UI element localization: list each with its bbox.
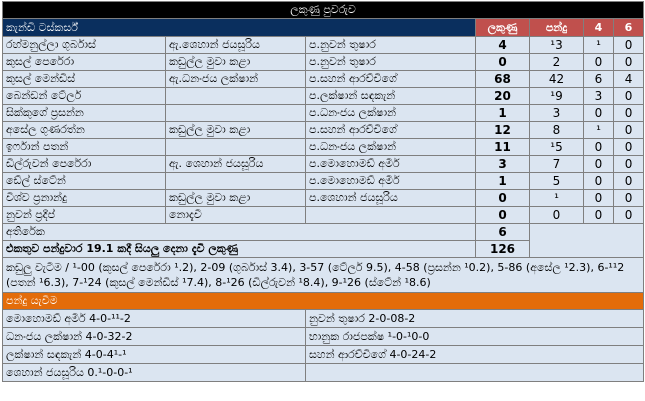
dismissal-bowler: ප.සහන් ආරච්චිගේ — [306, 122, 476, 139]
bowling-header: පන්දු යැවීම — [3, 293, 644, 310]
runs-value: 20 — [476, 88, 530, 105]
sixes-value: 4 — [614, 71, 644, 88]
balls-value: ¹9 — [530, 88, 584, 105]
batting-row — [3, 37, 644, 54]
dismissal-fielder: ඇ.ශෙහාන් ජයසූරිය — [166, 37, 306, 54]
fours-value: ¹ — [584, 122, 614, 139]
balls-value: 3 — [530, 105, 584, 122]
runs-value: 3 — [476, 156, 530, 173]
bowler-figures-left: මොහොමඩ් අමීර් 4-0-¹¹-2 — [3, 310, 306, 328]
dismissal-bowler: ප.නුවන් තුෂාර — [306, 37, 476, 54]
batsman-name: නුවන් ප්‍රදීප් — [3, 207, 166, 224]
total-value: 126 — [476, 241, 530, 258]
fours-value: 0 — [584, 54, 614, 71]
sixes-value: 0 — [614, 139, 644, 156]
extras-value: 6 — [476, 224, 530, 241]
extras-label: අතිරේක — [3, 224, 476, 241]
bowling-row — [3, 310, 644, 328]
dismissal-bowler: ප.ධනංජය ලක්ෂාන් — [306, 139, 476, 156]
sixes-value: 0 — [614, 190, 644, 207]
dismissal-bowler: ප.ධනංජය ලක්ෂාන් — [306, 105, 476, 122]
batting-row — [3, 207, 644, 224]
runs-value: 11 — [476, 139, 530, 156]
scorecard-title: ලකුණු පුවරුව — [3, 2, 644, 19]
bowler-figures-right: නුවන් තුෂාර 2-0-08-2 — [306, 310, 644, 328]
runs-value: 68 — [476, 71, 530, 88]
bowler-figures-left: ධනංජය ලක්ෂාන් 4-0-32-2 — [3, 328, 306, 346]
fours-value: 0 — [584, 156, 614, 173]
dismissal-bowler: ප.මොහොමඩ් අමීර් — [306, 173, 476, 190]
sixes-value: 0 — [614, 173, 644, 190]
batting-row — [3, 139, 644, 156]
scorecard-table — [2, 1, 644, 382]
batting-row — [3, 54, 644, 71]
dismissal-fielder: නොදැවී — [166, 207, 306, 224]
balls-value: 7 — [530, 156, 584, 173]
dismissal-bowler — [306, 207, 476, 224]
batsman-name: ඉර්ෆාන් පතන් — [3, 139, 166, 156]
team-name: කැන්ඩි ටස්කර්ස් — [3, 19, 476, 37]
batsman-name: කුසල් මෙන්ඩිස් — [3, 71, 166, 88]
bowler-figures-right: භානුක රාජපක්ෂ ¹-0-¹0-0 — [306, 328, 644, 346]
fours-value: 0 — [584, 173, 614, 190]
sixes-value: 0 — [614, 88, 644, 105]
bowling-row — [3, 346, 644, 364]
runs-value: 12 — [476, 122, 530, 139]
balls-value: ¹5 — [530, 139, 584, 156]
batsman-name: ඩේල් ස්ටේන් — [3, 173, 166, 190]
sixes-value: 0 — [614, 207, 644, 224]
dismissal-fielder: ඇ.ධනංජය ලක්ෂාන් — [166, 71, 306, 88]
batsman-name: අසේල ගුණරත්න — [3, 122, 166, 139]
fours-value: 6 — [584, 71, 614, 88]
balls-value: ¹ — [530, 190, 584, 207]
runs-value: 1 — [476, 173, 530, 190]
extras-row — [3, 224, 644, 241]
bowler-figures-right — [306, 364, 644, 382]
fall-of-wickets: කඩුලු වැටීම / ¹-00 (කුසල් පෙරේරා ¹.2), 2-09 (ගුර්බාස් 3.4), 3-57 (ටේලර් 9.5), 4-58 (ප්‍රසන්න ¹0.2), 5-86 (අසේල ¹2.3), 6-¹¹2 (පතන් ¹6.3), 7-¹24 (කුසල් මෙන්ඩිස් ¹7.4), 8-¹26 (ඩිල්රුවන් ¹8.4), 9-¹26 (ස්ටේන් ¹8.6) — [3, 258, 644, 293]
bowling-row — [3, 328, 644, 346]
bowling-row — [3, 364, 644, 382]
dismissal-bowler: ප.ලක්ෂාන් සඳකැන් — [306, 88, 476, 105]
dismissal-fielder — [166, 139, 306, 156]
fours-value: 0 — [584, 139, 614, 156]
dismissal-bowler: ප.මොහොමඩ් අමීර් — [306, 156, 476, 173]
scorecard — [2, 1, 643, 399]
runs-value: 0 — [476, 207, 530, 224]
blank-cell — [530, 224, 644, 258]
balls-value: 2 — [530, 54, 584, 71]
runs-value: 4 — [476, 37, 530, 54]
fours-header: 4 — [584, 19, 614, 37]
total-label: එකතුව පන්දුවාර 19.1 කදී සියලු දෙනා දැවී ලකුණු — [3, 241, 476, 258]
fours-value: 3 — [584, 88, 614, 105]
dismissal-bowler: ප.ශෙහාන් ජයසූරිය — [306, 190, 476, 207]
sixes-header: 6 — [614, 19, 644, 37]
balls-value: 8 — [530, 122, 584, 139]
runs-value: 0 — [476, 54, 530, 71]
balls-value: 5 — [530, 173, 584, 190]
fours-value: 0 — [584, 207, 614, 224]
fours-value: 0 — [584, 105, 614, 122]
batsman-name: සික්කුගේ ප්‍රසන්න — [3, 105, 166, 122]
balls-value: 42 — [530, 71, 584, 88]
dismissal-fielder: කඩුල්ල මුවා කළා — [166, 122, 306, 139]
batting-row — [3, 88, 644, 105]
dismissal-bowler: ප.නුවන් තුෂාර — [306, 54, 476, 71]
dismissal-fielder: කඩුල්ල මුවා කළා — [166, 190, 306, 207]
runs-value: 1 — [476, 105, 530, 122]
dismissal-bowler: ප.සහන් ආරච්චිගේ — [306, 71, 476, 88]
runs-header: ලකුණු — [476, 19, 530, 37]
bowler-figures-left: ලක්ෂාන් සඳකැන් 4-0-4¹-¹ — [3, 346, 306, 364]
balls-value: 0 — [530, 207, 584, 224]
fall-of-wickets-row — [3, 258, 644, 293]
balls-value: ¹3 — [530, 37, 584, 54]
runs-value: 0 — [476, 190, 530, 207]
batting-row — [3, 122, 644, 139]
bowler-figures-left: ශෙහාන් ජයසූරිය 0.¹-0-0-¹ — [3, 364, 306, 382]
batting-row — [3, 156, 644, 173]
balls-header: පන්දු — [530, 19, 584, 37]
dismissal-fielder: කඩුල්ල මුවා කළා — [166, 54, 306, 71]
batting-row — [3, 190, 644, 207]
batting-row — [3, 105, 644, 122]
bowler-figures-right: සහන් ආරච්චිගේ 4-0-24-2 — [306, 346, 644, 364]
fours-value: ¹ — [584, 37, 614, 54]
batting-row — [3, 173, 644, 190]
batsman-name: රහ්මනුල්ලා ගුර්බාස් — [3, 37, 166, 54]
sixes-value: 0 — [614, 54, 644, 71]
sixes-value: 0 — [614, 156, 644, 173]
batsman-name: බෙන්ඩන් ටේලර් — [3, 88, 166, 105]
batsman-name: ඩිල්රුවන් පෙරේරා — [3, 156, 166, 173]
dismissal-fielder — [166, 105, 306, 122]
sixes-value: 0 — [614, 105, 644, 122]
fours-value: 0 — [584, 190, 614, 207]
sixes-value: 0 — [614, 122, 644, 139]
batsman-name: කුසල් පෙරේරා — [3, 54, 166, 71]
dismissal-fielder: ඇ. ශෙහාන් ජයසූරිය — [166, 156, 306, 173]
dismissal-fielder — [166, 88, 306, 105]
batting-row — [3, 71, 644, 88]
batsman-name: විශ්ව ප්‍රනාන්දු — [3, 190, 166, 207]
dismissal-fielder — [166, 173, 306, 190]
sixes-value: 0 — [614, 37, 644, 54]
